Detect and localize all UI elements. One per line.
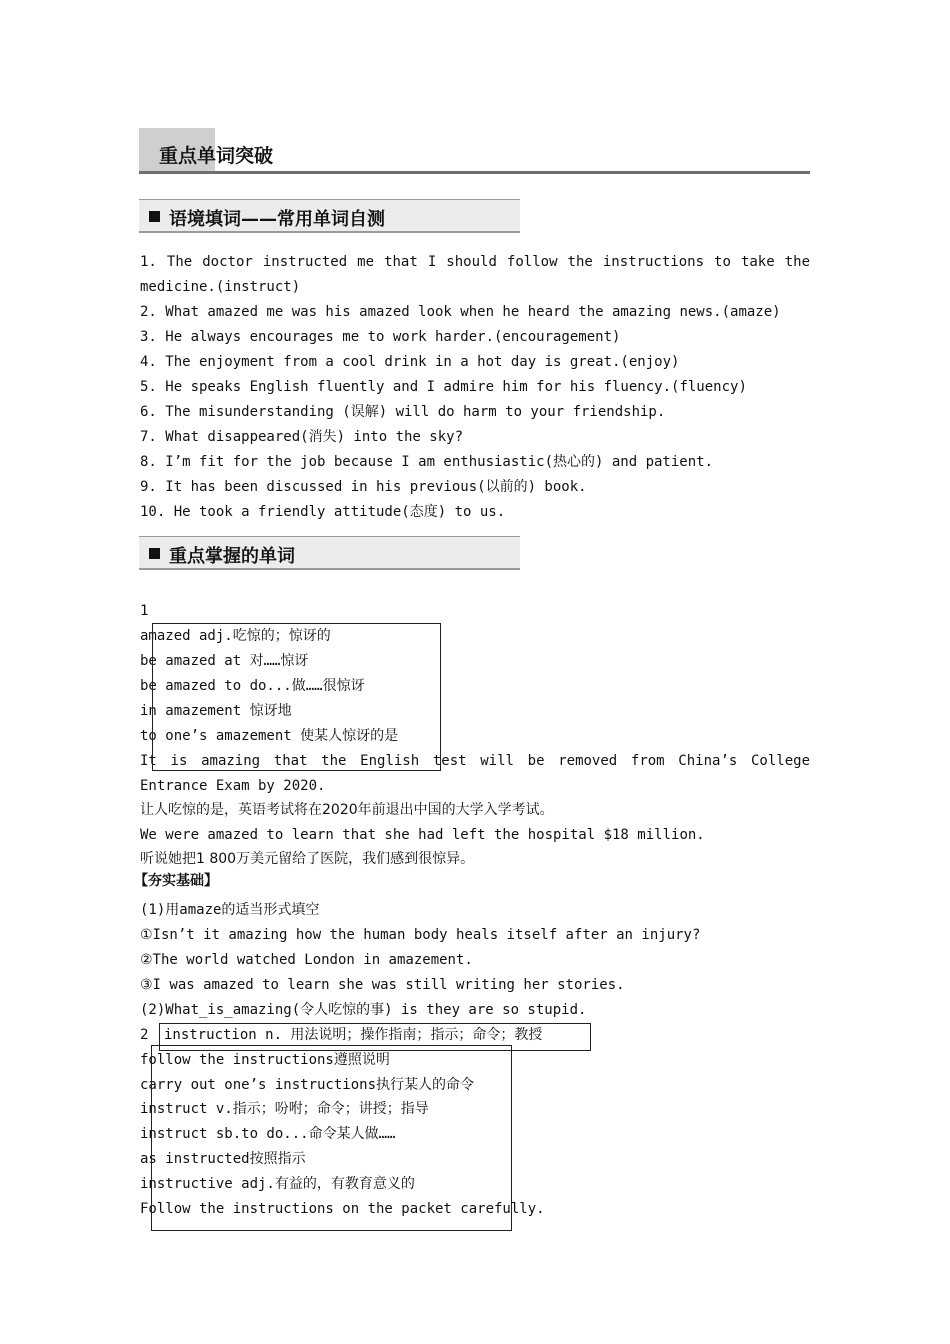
word-line: as instructed按照指示 [140, 1151, 306, 1167]
example-sentence: It is amazing that the English test will be removed from China’s College [140, 753, 810, 769]
practice-line: ①Isn’t it amazing how the human body heals itself after an injury? [140, 927, 701, 943]
page-title: 重点单词突破 [159, 145, 274, 167]
word-line: be amazed at 对……惊讶 [140, 653, 309, 669]
exercise-line: 8. I’m fit for the job because I am enthusiastic(热心的) and patient. [140, 454, 714, 470]
exercise-line: 10. He took a friendly attitude(态度) to us. [140, 504, 506, 520]
section-title: 重点掌握的单词 [169, 546, 295, 567]
practice-line: (2)What_is_amazing(令人吃惊的事) is they are so stupid. [140, 1002, 587, 1018]
word-line: instructive adj.有益的，有教育意义的 [140, 1176, 415, 1192]
word-line: instruct v.指示；吩咐；命令；讲授；指导 [140, 1101, 429, 1117]
section-title: 语境填词——常用单词自测 [169, 209, 385, 230]
exercise-line: 5. He speaks English fluently and I admire him for his fluency.(fluency) [140, 379, 747, 395]
headword-instruction: instruction n. 用法说明；操作指南；指示；命令；教授 [164, 1027, 543, 1043]
square-bullet-icon [149, 211, 160, 222]
word-line: instruct sb.to do...命令某人做…… [140, 1126, 396, 1142]
example-translation: 听说她把1 800万美元留给了医院，我们感到很惊异。 [140, 851, 475, 867]
instruction-frame-box [151, 1045, 512, 1231]
practice-line: (1)用amaze的适当形式填空 [140, 902, 320, 918]
example-sentence: Follow the instructions on the packet carefully. [140, 1201, 545, 1217]
word-line: be amazed to do...做……很惊讶 [140, 678, 365, 694]
word-line: in amazement 惊讶地 [140, 703, 292, 719]
exercise-line: 6. The misunderstanding (误解) will do harm to your friendship. [140, 404, 666, 420]
practice-heading: 【夯实基础】 [134, 873, 218, 889]
practice-line: ③I was amazed to learn she was still writing her stories. [140, 977, 625, 993]
word-line: amazed adj.吃惊的；惊讶的 [140, 628, 331, 644]
title-divider [139, 171, 810, 174]
word-number: 1 [140, 603, 149, 619]
example-sentence: We were amazed to learn that she had left the hospital $18 million. [140, 827, 705, 843]
exercise-line: 9. It has been discussed in his previous(以前的) book. [140, 479, 587, 495]
exercise-line: 1. The doctor instructed me that I should follow the instructions to take the [140, 254, 810, 270]
word-number: 2 [140, 1027, 149, 1043]
section-header-key-words [139, 536, 520, 570]
square-bullet-icon [149, 548, 160, 559]
word-line: follow the instructions遵照说明 [140, 1052, 390, 1068]
exercise-line: 4. The enjoyment from a cool drink in a hot day is great.(enjoy) [140, 354, 680, 370]
word-line: to one’s amazement 使某人惊讶的是 [140, 728, 399, 744]
word-line: carry out one’s instructions执行某人的命令 [140, 1077, 475, 1093]
amazed-frame-box [152, 623, 441, 771]
practice-line: ②The world watched London in amazement. [140, 952, 473, 968]
exercise-line: 2. What amazed me was his amazed look when he heard the amazing news.(amaze) [140, 304, 781, 320]
exercise-line: medicine.(instruct) [140, 279, 301, 295]
exercise-line: 7. What disappeared(消失) into the sky? [140, 429, 464, 445]
section-header-context-fill [139, 199, 520, 233]
example-translation: 让人吃惊的是，英语考试将在2020年前退出中国的大学入学考试。 [140, 802, 554, 818]
example-sentence: Entrance Exam by 2020. [140, 778, 326, 794]
exercise-line: 3. He always encourages me to work harder.(encouragement) [140, 329, 621, 345]
